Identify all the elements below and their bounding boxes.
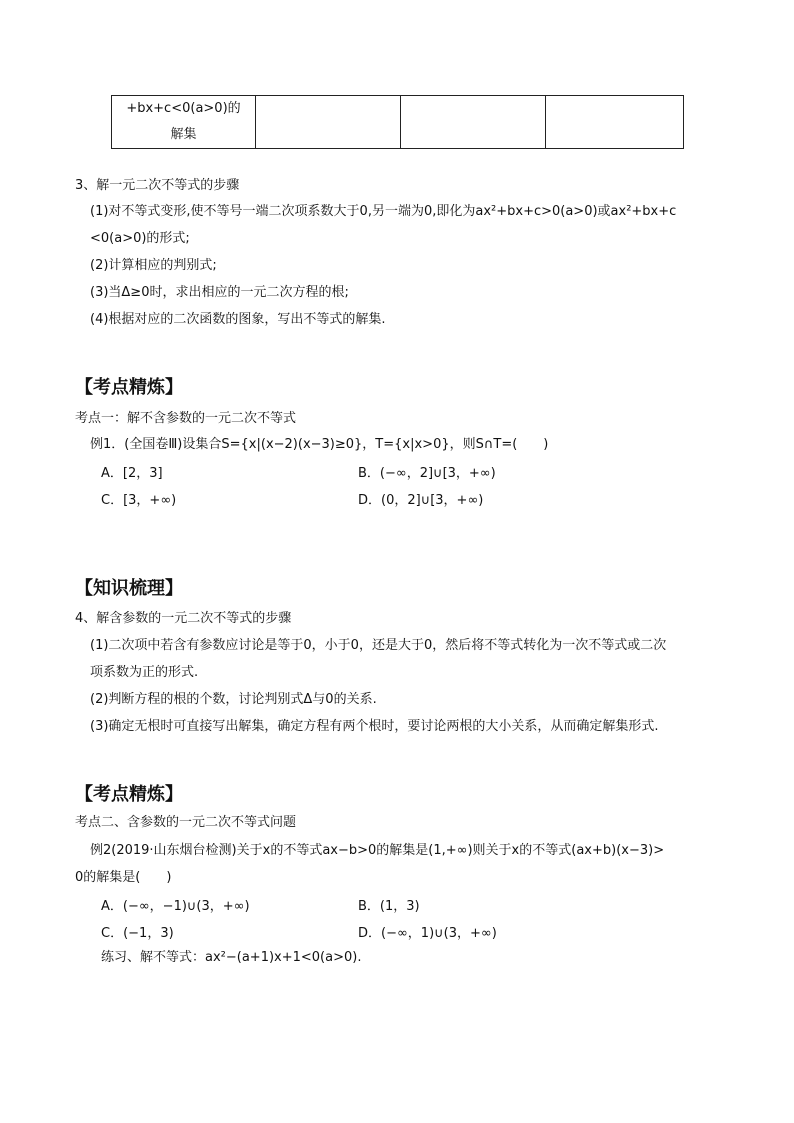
exam1-option-c: C．[3，+∞) xyxy=(101,493,177,508)
exam1-topic: 考点一：解不含参数的一元二次不等式 xyxy=(75,411,297,426)
exam2-practice: 练习、解不等式：ax²−(a+1)x+1<0(a>0). xyxy=(101,950,362,965)
knowledge-item2: (2)判断方程的根的个数，讨论判别式Δ与0的关系. xyxy=(90,692,377,707)
table-label-line2: 解集 xyxy=(170,127,197,142)
exam2-question-a: 例2(2019·山东烟台检测)关于x的不等式ax−b>0的解集是(1,+∞)则关于x的不等式(ax+b)(x−3)> xyxy=(90,843,665,858)
exam2-topic: 考点二、含参数的一元二次不等式问题 xyxy=(75,815,297,830)
knowledge-item1-a: (1)二次项中若含有参数应讨论是等于0，小于0，还是大于0，然后将不等式转化为一次不等式或二次 xyxy=(90,638,667,653)
exam2-heading: 【考点精炼】 xyxy=(75,784,183,805)
table-cell xyxy=(256,96,401,149)
table-label-line1: +bx+c<0(a>0)的 xyxy=(126,101,241,116)
exam1-option-a: A．[2，3] xyxy=(101,466,163,481)
exam1-heading: 【考点精炼】 xyxy=(75,377,183,398)
exam2-option-a: A．(−∞，−1)∪(3，+∞) xyxy=(101,899,250,914)
section3-step1-a: (1)对不等式变形,使不等号一端二次项系数大于0,另一端为0,即化为ax²+bx+c>0(a>0)或ax²+bx+c xyxy=(90,204,677,219)
knowledge-title: 4、解含参数的一元二次不等式的步骤 xyxy=(75,611,292,626)
exam1-option-d: D．(0，2]∪[3，+∞) xyxy=(358,493,484,508)
table-label-cell xyxy=(112,96,256,149)
exam2-option-c: C．(−1，3) xyxy=(101,926,174,941)
table-row xyxy=(112,96,684,149)
knowledge-heading: 【知识梳理】 xyxy=(75,578,183,599)
section3-title: 3、解一元二次不等式的步骤 xyxy=(75,178,240,193)
exam2-question-b: 0的解集是( ) xyxy=(75,870,172,885)
exam1-question: 例1．(全国卷Ⅲ)设集合S={x|(x−2)(x−3)≥0}，T={x|x>0}，则S∩T=( ) xyxy=(90,437,549,452)
section3-step2: (2)计算相应的判别式; xyxy=(90,258,217,273)
exam2-option-d: D．(−∞，1)∪(3，+∞) xyxy=(358,926,497,941)
knowledge-item1-b: 项系数为正的形式. xyxy=(90,665,199,680)
inequality-table xyxy=(111,95,684,149)
knowledge-item3: (3)确定无根时可直接写出解集，确定方程有两个根时，要讨论两根的大小关系，从而确定解集形式. xyxy=(90,719,659,734)
exam1-option-b: B．(−∞，2]∪[3，+∞) xyxy=(358,466,496,481)
exam2-option-b: B．(1，3) xyxy=(358,899,420,914)
section3-step4: (4)根据对应的二次函数的图象，写出不等式的解集. xyxy=(90,312,386,327)
section3-step3: (3)当Δ≥0时，求出相应的一元二次方程的根; xyxy=(90,285,349,300)
section3-step1-b: <0(a>0)的形式; xyxy=(90,231,190,246)
table-cell xyxy=(401,96,546,149)
table-cell xyxy=(546,96,684,149)
